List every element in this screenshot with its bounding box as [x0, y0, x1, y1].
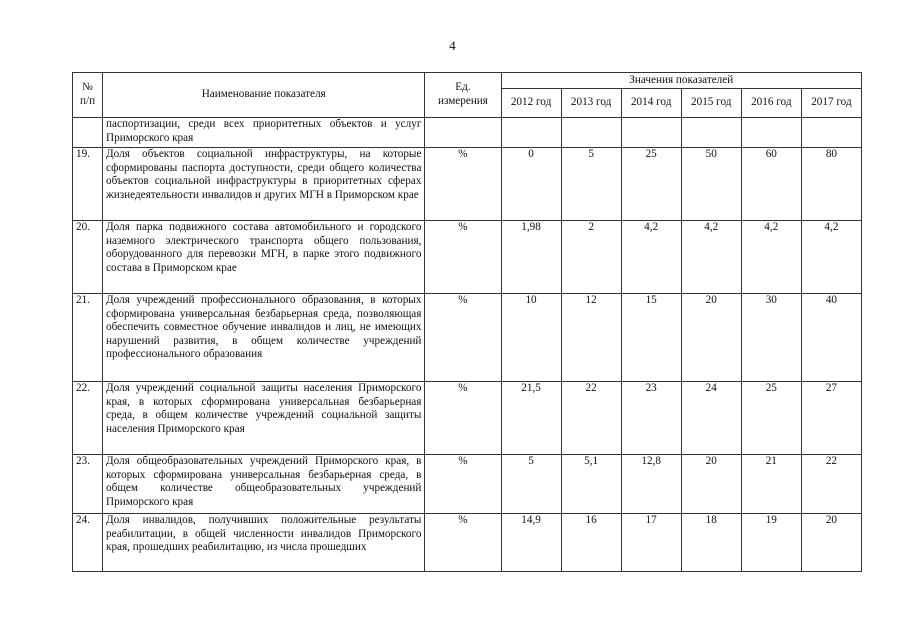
value-cell: 20: [801, 514, 861, 572]
value-cell: 12: [561, 294, 621, 382]
header-year: 2014 год: [621, 89, 681, 118]
unit-cell: %: [425, 382, 501, 455]
header-number: № п/п: [73, 73, 103, 118]
row-number: 20.: [73, 221, 103, 294]
value-cell: 0: [501, 148, 561, 221]
unit-cell: [425, 118, 501, 148]
row-number: 19.: [73, 148, 103, 221]
table-row: [73, 514, 862, 572]
value-cell: 24: [681, 382, 741, 455]
row-number: 23.: [73, 455, 103, 514]
header-year: 2016 год: [741, 89, 801, 118]
value-cell: 27: [801, 382, 861, 455]
value-cell: 1,98: [501, 221, 561, 294]
header-year: 2017 год: [801, 89, 861, 118]
value-cell: [501, 118, 561, 148]
value-cell: 12,8: [621, 455, 681, 514]
header-indicator-name: Наименование показателя: [103, 73, 425, 118]
value-cell: 2: [561, 221, 621, 294]
value-cell: 4,2: [741, 221, 801, 294]
table-row: [73, 148, 862, 221]
value-cell: 4,2: [621, 221, 681, 294]
value-cell: [801, 118, 861, 148]
table-row: [73, 221, 862, 294]
header-values: Значения показателей: [501, 73, 861, 89]
unit-cell: %: [425, 221, 501, 294]
value-cell: [741, 118, 801, 148]
value-cell: 50: [681, 148, 741, 221]
value-cell: 22: [561, 382, 621, 455]
row-number: 21.: [73, 294, 103, 382]
value-cell: 21: [741, 455, 801, 514]
unit-cell: %: [425, 148, 501, 221]
value-cell: 18: [681, 514, 741, 572]
table-row: [73, 294, 862, 382]
value-cell: 20: [681, 294, 741, 382]
row-number: [73, 118, 103, 148]
value-cell: 17: [621, 514, 681, 572]
row-number: 22.: [73, 382, 103, 455]
row-number: 24.: [73, 514, 103, 572]
value-cell: 4,2: [681, 221, 741, 294]
value-cell: 22: [801, 455, 861, 514]
value-cell: 60: [741, 148, 801, 221]
unit-cell: %: [425, 455, 501, 514]
indicator-name: Доля инвалидов, получивших положительные результаты реабилитации, в общей численности инвалидов Приморского края, прошедших реабилитацию, из числа прошедших: [103, 514, 425, 572]
value-cell: 23: [621, 382, 681, 455]
value-cell: 5: [561, 148, 621, 221]
indicator-name: Доля парка подвижного состава автомобильного и городского наземного электрического транспорта общего пользования, оборудованного для перевозки МГН, в парке этого подвижного состава в Приморском крае: [103, 221, 425, 294]
indicator-name: Доля общеобразовательных учреждений Приморского края, в которых сформирована универсальная безбарьерная среда, в общем количестве общеобразовательных учреждений Приморского края: [103, 455, 425, 514]
indicator-name: Доля объектов социальной инфраструктуры, на которые сформированы паспорта доступности, среди общего количества объектов социальной инфраструктуры в приоритетных сферах жизнедеятельности инвалидов и других МГН в Приморском крае: [103, 148, 425, 221]
unit-cell: %: [425, 294, 501, 382]
table-body: [73, 118, 862, 572]
indicator-name: паспортизации, среди всех приоритетных объектов и услуг Приморского края: [103, 118, 425, 148]
value-cell: 21,5: [501, 382, 561, 455]
value-cell: 15: [621, 294, 681, 382]
value-cell: [681, 118, 741, 148]
header-unit: Ед. измерения: [425, 73, 501, 118]
value-cell: 14,9: [501, 514, 561, 572]
table-row: [73, 382, 862, 455]
value-cell: [561, 118, 621, 148]
value-cell: 10: [501, 294, 561, 382]
indicators-table: [72, 72, 862, 572]
value-cell: 20: [681, 455, 741, 514]
value-cell: [621, 118, 681, 148]
header-year: 2015 год: [681, 89, 741, 118]
value-cell: 25: [741, 382, 801, 455]
value-cell: 5,1: [561, 455, 621, 514]
value-cell: 80: [801, 148, 861, 221]
value-cell: 16: [561, 514, 621, 572]
value-cell: 5: [501, 455, 561, 514]
value-cell: 30: [741, 294, 801, 382]
value-cell: 19: [741, 514, 801, 572]
header-year: 2013 год: [561, 89, 621, 118]
value-cell: 25: [621, 148, 681, 221]
value-cell: 40: [801, 294, 861, 382]
table-row: [73, 455, 862, 514]
indicator-name: Доля учреждений профессионального образования, в которых сформирована универсальная безбарьерная среда, позволяющая обеспечить совместное обучение инвалидов и лиц, не имеющих нарушений развития, в общем количестве учреждений профессионального образования: [103, 294, 425, 382]
unit-cell: %: [425, 514, 501, 572]
table-row: [73, 118, 862, 148]
indicator-name: Доля учреждений социальной защиты населения Приморского края, в которых сформирована универсальная безбарьерная среда, в общем количестве учреждений социальной защиты населения Приморского края: [103, 382, 425, 455]
value-cell: 4,2: [801, 221, 861, 294]
page-number: 4: [449, 38, 456, 53]
header-year: 2012 год: [501, 89, 561, 118]
